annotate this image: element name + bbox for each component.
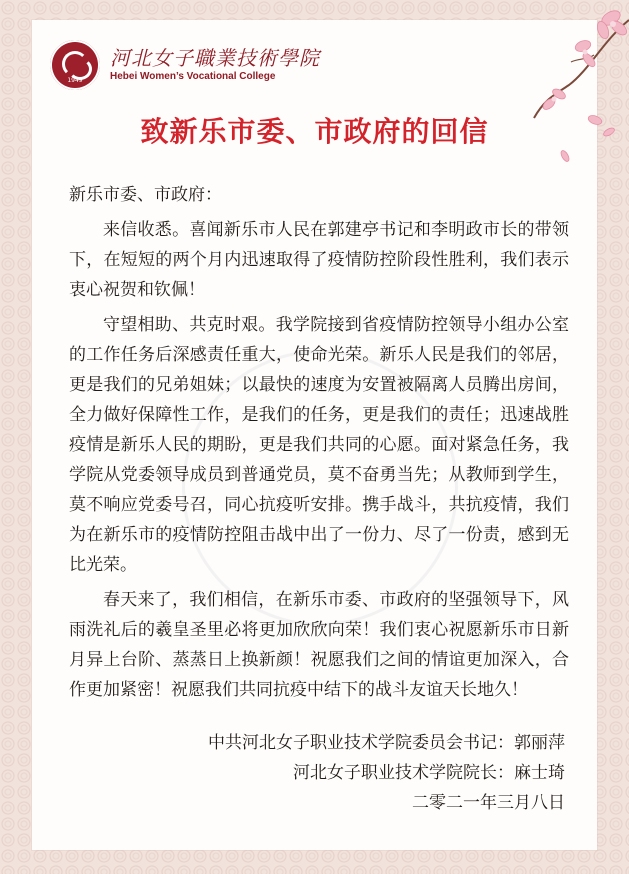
emblem-year: 1949 bbox=[67, 77, 83, 84]
college-logo bbox=[50, 40, 320, 90]
signature-president: 河北女子职业技术学院院长：麻士琦 bbox=[293, 763, 565, 783]
college-name-cn: 河北女子職業技術學院 bbox=[110, 46, 320, 70]
plum-blossom-decoration bbox=[499, 0, 629, 180]
letter-signature bbox=[208, 728, 565, 818]
letter-body bbox=[69, 180, 569, 710]
college-emblem-icon bbox=[50, 40, 100, 90]
college-name-en: Hebei Women’s Vocational College bbox=[110, 71, 276, 82]
letter-salutation: 新乐市委、市政府： bbox=[69, 185, 222, 205]
college-name-block bbox=[110, 46, 320, 84]
signature-secretary: 中共河北女子职业技术学院委员会书记：郭丽萍 bbox=[208, 733, 565, 753]
letter-title: 致新乐市委、市政府的回信 bbox=[140, 115, 489, 148]
signature-date: 二零二一年三月八日 bbox=[412, 793, 565, 813]
letter-paragraph: 守望相助、共克时艰。我学院接到省疫情防控领导小组办公室的工作任务后深感责任重大，使命光荣。新乐人民是我们的邻居，更是我们的兄弟姐妹；以最快的速度为安置被隔离人员腾出房间，全力做好保障性工作，是我们的任务，更是我们的责任；迅速战胜疫情是新乐人民的期盼，更是我们共同的心愿。面对紧急任务，我学院从党委领导成员到普通党员，莫不奋勇当先；从教师到学生，莫不响应党委号召，同心抗疫听安排。携手战斗，共抗疫情，我们为在新乐市的疫情防控阻击战中出了一份力、尽了一份责，感到无比光荣。 bbox=[69, 315, 569, 575]
letter-paragraph: 春天来了，我们相信，在新乐市委、市政府的坚强领导下，风雨洗礼后的羲皇圣里必将更加欣欣向荣！我们衷心祝愿新乐市日新月异上台阶、蒸蒸日上换新颜！祝愿我们之间的情谊更加深入，合作更加紧密！祝愿我们共同抗疫中结下的战斗友谊天长地久！ bbox=[69, 590, 569, 700]
letter-paragraph: 来信收悉。喜闻新乐市人民在郭建亭书记和李明政市长的带领下，在短短的两个月内迅速取得了疫情防控阶段性胜利，我们表示衷心祝贺和钦佩！ bbox=[69, 220, 569, 300]
